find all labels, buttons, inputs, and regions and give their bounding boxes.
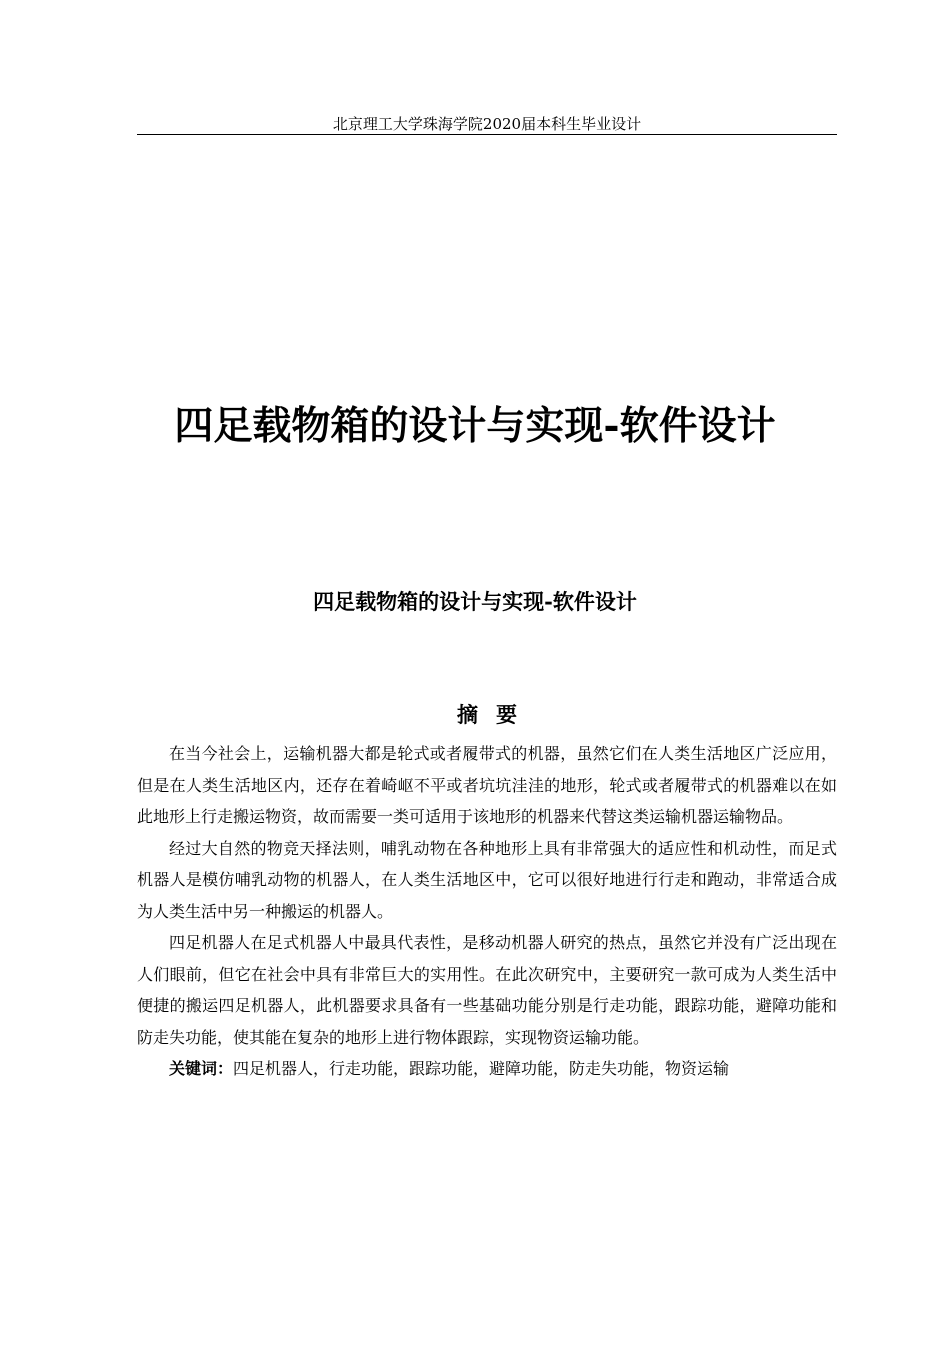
abstract-paragraph: 四足机器人在足式机器人中最具代表性，是移动机器人研究的热点，虽然它并没有广泛出现在人们眼前，但它在社会中具有非常巨大的实用性。在此次研究中，主要研究一款可成为人类生活中便捷的搬运四足机器人，此机器要求具备有一些基础功能分别是行走功能，跟踪功能，避障功能和防走失功能，使其能在复杂的地形上进行物体跟踪，实现物资运输功能。 [137,933,837,1047]
header-divider [137,134,837,135]
keywords-text: 四足机器人，行走功能，跟踪功能，避障功能，防走失功能，物资运输 [233,1059,730,1078]
abstract-paragraph: 在当今社会上，运输机器大都是轮式或者履带式的机器，虽然它们在人类生活地区广泛应用，但是在人类生活地区内，还存在着崎岖不平或者坑坑洼洼的地形，轮式或者履带式的机器难以在如此地形上行走搬运物资，故而需要一类可适用于该地形的机器来代替这类运输机器运输物品。 [137,744,837,826]
page-header: 北京理工大学珠海学院2020届本科生毕业设计 [332,115,642,133]
document-title: 四足载物箱的设计与实现-软件设计 [174,403,776,449]
abstract-heading: 摘要 [457,702,535,727]
keywords-line [137,1053,837,1085]
abstract-paragraph: 经过大自然的物竞天择法则，哺乳动物在各种地形上具有非常强大的适应性和机动性，而足式机器人是模仿哺乳动物的机器人，在人类生活地区中，它可以很好地进行行走和跑动，非常适合成为人类生活中另一种搬运的机器人。 [137,838,837,921]
document-subtitle: 四足载物箱的设计与实现-软件设计 [313,589,637,614]
keywords-label: 关键词： [169,1059,234,1078]
abstract-body [137,738,837,1085]
